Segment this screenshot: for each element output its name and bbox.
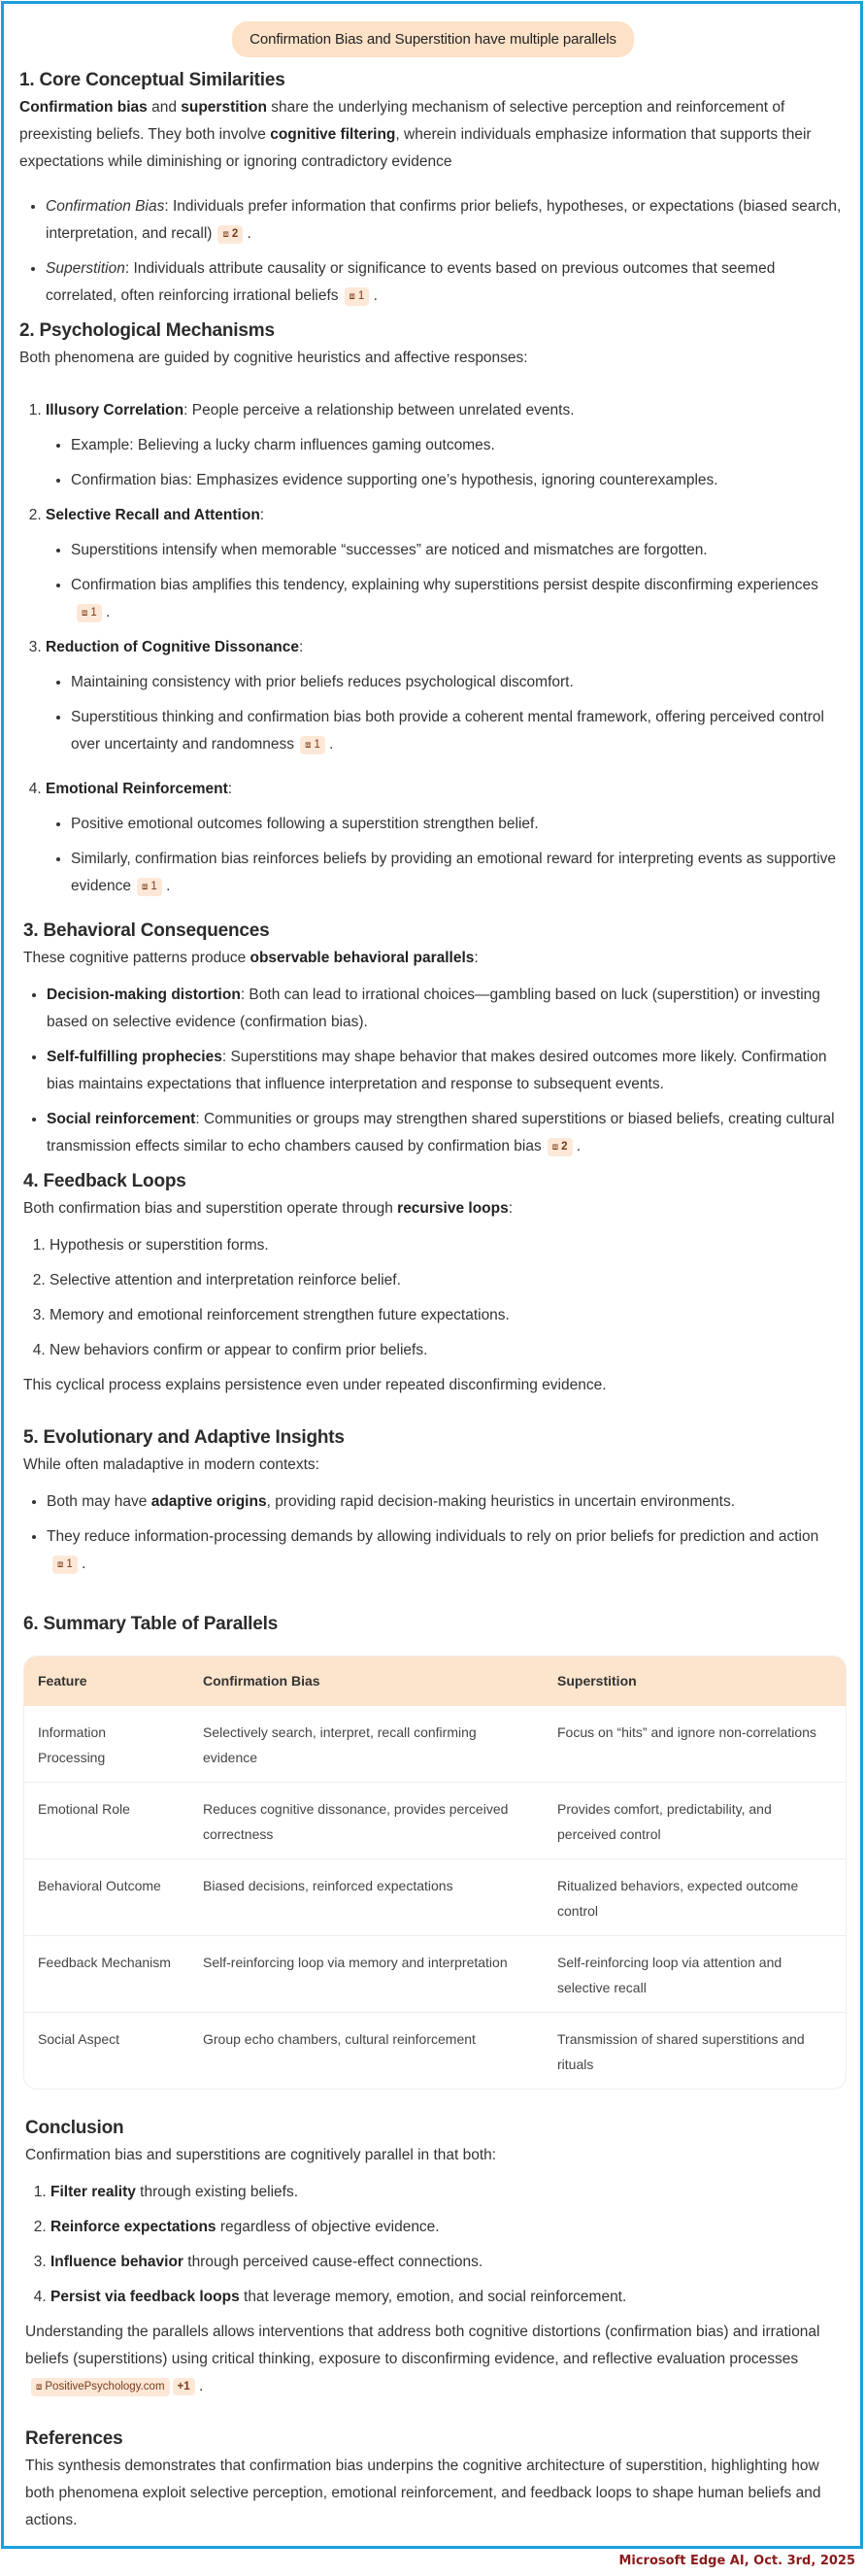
bold-term: Decision-making distortion — [47, 987, 241, 1003]
link-icon: ⧈ — [349, 291, 355, 302]
source-citation-badge[interactable] — [31, 2378, 170, 2396]
numbered-list — [23, 1232, 847, 1364]
bold-term: observable behavioral parallels — [250, 950, 475, 966]
link-icon: ⧈ — [82, 608, 88, 619]
bullet-list — [23, 982, 847, 1160]
citation-number: 1 — [357, 290, 365, 302]
text: : Individuals attribute causality or significance to events based on previous outcomes that seemed correlated, often reinforcing irrational beliefs — [46, 260, 776, 304]
bold-term: superstition — [181, 99, 267, 116]
bold-term: adaptive origins — [150, 1493, 267, 1510]
bold-term: cognitive filtering — [270, 126, 396, 143]
table-cell: Transmission of shared superstitions and rituals — [544, 2012, 846, 2089]
text: : Both can lead to irrational choices—gambling based on luck (superstition) or investing based on selective evidence (confirmation bias). — [47, 987, 820, 1030]
section-intro: While often maladaptive in modern contexts: — [23, 1456, 319, 1473]
section-feedback-loops — [19, 1168, 847, 1399]
citation-number: 1 — [314, 739, 320, 751]
table-cell: Focus on “hits” and ignore non-correlations — [557, 1724, 816, 1740]
table-cell: Selectively search, interpret, recall confirming evidence — [203, 1724, 477, 1765]
text: Both may have — [47, 1493, 151, 1510]
more-sources-badge[interactable]: +1 — [173, 2378, 195, 2395]
text: regardless of objective evidence. — [216, 2219, 440, 2235]
list-item — [46, 634, 847, 758]
table-row — [24, 1782, 846, 1858]
references-text: This synthesis demonstrates that confirmation bias underpins the cognitive architecture of superstition, highlighting how both phenomena exploit selective perception, emotional reinforcement, and feedback loops to shape human beliefs and actions. — [25, 2458, 821, 2528]
bold-term: Selective Recall and Attention — [46, 507, 260, 523]
citation-badge[interactable] — [548, 1138, 573, 1156]
text: Superstitious thinking and confirmation bias both provide a coherent mental framework, offering perceived control over uncertainty and randomness — [71, 709, 824, 753]
text: These cognitive patterns produce — [23, 950, 250, 966]
table-cell: Reduces cognitive dissonance, provides perceived correctness — [189, 1782, 544, 1858]
column-header: Feature — [24, 1656, 189, 1706]
citation-badge[interactable] — [345, 287, 370, 306]
text: : Superstitions may shape behavior that makes desired outcomes more likely. Confirmation bias maintains expectations that influence interpretation and response to subsequent events. — [47, 1049, 827, 1092]
section-heading: 6. Summary Table of Parallels — [23, 1614, 279, 1634]
list-item: 2. Selective attention and interpretation reinforce belief. — [50, 1267, 847, 1294]
text: and — [147, 99, 182, 116]
list-item — [47, 1489, 847, 1516]
link-icon: ⧈ — [142, 882, 149, 892]
list-item: • Superstitions intensify when memorable “successes” are noticed and mismatches are forgotten. — [71, 537, 847, 564]
watermark: Microsoft Edge AI, Oct. 3rd, 2025 — [618, 2554, 855, 2568]
list-item: • Maintaining consistency with prior beliefs reduces psychological discomfort. — [71, 669, 847, 696]
link-icon: ⧈ — [36, 2382, 43, 2392]
table-cell: Information Processing — [38, 1724, 107, 1765]
text: : Communities or groups may strengthen shared superstitions or biased beliefs, creating cultural transmission effects similar to echo chambers caused by confirmation bias — [47, 1111, 835, 1154]
table-cell: Biased decisions, reinforced expectations — [189, 1858, 544, 1935]
list-item: 4. New behaviors confirm or appear to confirm prior beliefs. — [50, 1337, 847, 1364]
column-header: Confirmation Bias — [189, 1656, 544, 1706]
list-item: • Social reinforcement: Communities or groups may strengthen shared superstitions or biased beliefs, creating cultural transmission effects similar to echo chambers caused by confirmation bias ⧈ 2 . — [47, 1106, 847, 1160]
italic-term: Confirmation Bias — [46, 198, 165, 215]
section-summary-table — [19, 1611, 847, 2090]
text: share the underlying mechanism of selective perception and reinforcement of preexisting beliefs. They both involve — [19, 99, 785, 143]
table-cell: Social Aspect — [24, 2012, 189, 2089]
bold-term: Self-fulfilling prophecies — [47, 1049, 222, 1065]
sub-list — [46, 669, 847, 758]
list-item: • Superstitious thinking and confirmation bias both provide a coherent mental framework, offering perceived control over uncertainty and randomness ⧈ 1 . — [71, 704, 847, 758]
citation-number: 1 — [150, 881, 157, 892]
source-name: PositivePsychology.com — [45, 2381, 165, 2392]
section-intro — [23, 945, 847, 972]
numbered-list — [19, 397, 847, 900]
citation-badge[interactable] — [217, 225, 243, 244]
bold-term: Influence behavior — [50, 2254, 183, 2270]
text: : — [474, 950, 479, 966]
bold-term: recursive loops — [397, 1200, 509, 1217]
text: : — [259, 507, 265, 523]
citation-number: 1 — [66, 1558, 73, 1570]
section-heading: References — [25, 2428, 123, 2449]
table-cell: Behavioral Outcome — [24, 1858, 189, 1935]
query-bubble: Confirmation Bias and Superstition have multiple parallels — [232, 21, 634, 57]
list-item — [50, 2214, 847, 2241]
list-item — [46, 397, 847, 494]
bold-term: Illusory Correlation — [46, 402, 184, 418]
list-item: • Similarly, confirmation bias reinforces beliefs by providing an emotional reward for interpreting events as supportive evidence ⧈ 1 . — [71, 846, 847, 900]
text: : People perceive a relationship between unrelated events. — [183, 402, 575, 418]
list-item: • Confirmation Bias: Individuals prefer information that confirms prior beliefs, hypotheses, or expectations (biased search, interpretation, and recall) ⧈ 2 . — [46, 193, 847, 248]
section-references — [19, 2425, 847, 2534]
summary-table — [23, 1656, 847, 2090]
citation-number: 1 — [90, 607, 97, 619]
table-cell: Ritualized behaviors, expected outcome control — [544, 1858, 846, 1935]
section-psychological-mechanisms — [19, 318, 847, 900]
text: Confirmation bias amplifies this tendency, explaining why superstitions persist despite disconfirming experiences — [71, 577, 818, 593]
list-item — [47, 982, 847, 1036]
link-icon: ⧈ — [305, 740, 312, 751]
text: , providing rapid decision-making heuristics in uncertain environments. — [266, 1493, 736, 1510]
list-item: • Superstition: Individuals attribute causality or significance to events based on previous outcomes that seemed correlated, often reinforcing irrational beliefs ⧈ 1 . — [46, 255, 847, 310]
list-item — [47, 1044, 847, 1098]
bold-term: Persist via feedback loops — [50, 2289, 240, 2305]
list-item: 3. Memory and emotional reinforcement strengthen future expectations. — [50, 1302, 847, 1329]
citation-number: 2 — [561, 1141, 568, 1153]
table-row — [24, 1706, 846, 1782]
section-outro: Understanding the parallels allows interventions that address both cognitive distortions (confirmation bias) and irrational beliefs (superstitions) using critical thinking, exposure to disconfirming evidence, and reflective evaluation processes⧈ PositivePsychology.com +1 . — [25, 2324, 820, 2394]
list-item — [50, 2179, 847, 2206]
bullet-list — [23, 1489, 847, 1578]
bold-term: Reinforce expectations — [50, 2219, 216, 2235]
column-header: Superstition — [544, 1656, 846, 1706]
text: through perceived cause-effect connections. — [183, 2254, 483, 2270]
table-cell: Provides comfort, predictability, and perceived control — [544, 1782, 846, 1858]
text: : — [298, 639, 304, 655]
table-header-row — [24, 1656, 846, 1706]
table-cell: Self-reinforcing loop via memory and interpretation — [189, 1935, 544, 2012]
link-icon: ⧈ — [57, 1559, 64, 1570]
section-behavioral-consequences — [19, 918, 847, 1160]
citation-badge[interactable] — [52, 1556, 78, 1574]
bold-term: Reduction of Cognitive Dissonance — [46, 639, 299, 655]
list-item: • Confirmation bias amplifies this tendency, explaining why superstitions persist despite disconfirming experiences⧈ 1 . — [71, 572, 847, 626]
citation-badge[interactable] — [137, 878, 162, 896]
section-heading: Conclusion — [25, 2118, 124, 2138]
text: : — [508, 1200, 514, 1217]
section-heading: 5. Evolutionary and Adaptive Insights — [23, 1427, 345, 1448]
section-evolutionary-insights — [19, 1424, 847, 1578]
sub-list — [46, 537, 847, 626]
bold-term: Emotional Reinforcement — [46, 781, 228, 797]
table-cell: Group echo chambers, cultural reinforcement — [189, 2012, 544, 2089]
text: that leverage memory, emotion, and social reinforcement. — [239, 2289, 627, 2305]
link-icon: ⧈ — [222, 229, 229, 240]
section-core-similarities — [19, 67, 847, 310]
text: They reduce information-processing demands by allowing individuals to rely on prior beliefs for prediction and action — [47, 1528, 819, 1545]
numbered-list — [25, 2179, 847, 2311]
list-item: • They reduce information-processing demands by allowing individuals to rely on prior beliefs for prediction and action⧈ 1 . — [47, 1523, 847, 1578]
table-row — [24, 1935, 846, 2012]
section-heading: 3. Behavioral Consequences — [23, 920, 270, 941]
text: through existing beliefs. — [135, 2184, 299, 2200]
list-item: • Positive emotional outcomes following a superstition strengthen belief. — [71, 811, 847, 838]
text: Understanding the parallels allows interventions that address both cognitive distortions (confirmation bias) and irrational beliefs (superstitions) using critical thinking, exposure to disconfirming evidence, and reflective evaluation processes — [25, 2324, 820, 2367]
section-intro: Both phenomena are guided by cognitive heuristics and affective responses: — [19, 350, 528, 366]
citation-badge[interactable] — [300, 736, 325, 754]
table-cell: Self-reinforcing loop via attention and selective recall — [544, 1935, 846, 2012]
list-item: • Example: Believing a lucky charm influences gaming outcomes. — [71, 432, 847, 459]
link-icon: ⧈ — [551, 1142, 559, 1153]
section-intro — [23, 1195, 847, 1222]
citation-badge[interactable] — [77, 604, 102, 622]
text: , wherein individuals emphasize information that supports their expectations while diminishing or ignoring contradictory evidence — [19, 126, 812, 170]
list-item: • Confirmation bias: Emphasizes evidence supporting one’s hypothesis, ignoring counterexamples. — [71, 467, 847, 494]
table-cell: Feedback Mechanism — [24, 1935, 189, 2012]
table-row — [24, 2012, 846, 2089]
section-intro — [19, 94, 847, 176]
bold-term: Social reinforcement — [47, 1111, 196, 1127]
list-item — [46, 776, 847, 900]
section-heading: 4. Feedback Loops — [23, 1171, 186, 1191]
bold-term: Confirmation bias — [19, 99, 148, 116]
text: : Individuals prefer information that confirms prior beliefs, hypotheses, or expectations (biased search, interpretation, and recall) — [46, 198, 842, 242]
section-heading: 1. Core Conceptual Similarities — [19, 70, 285, 90]
section-conclusion — [19, 2115, 847, 2400]
text: Similarly, confirmation bias reinforces beliefs by providing an emotional reward for interpreting events as supportive evidence — [71, 851, 837, 894]
bullet-list — [19, 193, 847, 310]
italic-term: Superstition — [46, 260, 125, 277]
section-outro: This cyclical process explains persistence even under repeated disconfirming evidence. — [23, 1377, 607, 1393]
table-cell: Emotional Role — [24, 1782, 189, 1858]
list-item — [50, 2249, 847, 2276]
text: Both confirmation bias and superstition operate through — [23, 1200, 398, 1217]
bold-term: Filter reality — [50, 2184, 136, 2200]
list-item: 1. Hypothesis or superstition forms. — [50, 1232, 847, 1259]
list-item — [46, 502, 847, 626]
section-intro: Confirmation bias and superstitions are cognitively parallel in that both: — [25, 2147, 497, 2163]
sub-list — [46, 811, 847, 900]
table-row — [24, 1858, 846, 1935]
answer-panel — [1, 1, 863, 2549]
citation-number: 2 — [231, 228, 239, 240]
section-heading: 2. Psychological Mechanisms — [19, 320, 275, 341]
text: : — [227, 781, 233, 797]
sub-list — [46, 432, 847, 494]
list-item — [50, 2284, 847, 2311]
